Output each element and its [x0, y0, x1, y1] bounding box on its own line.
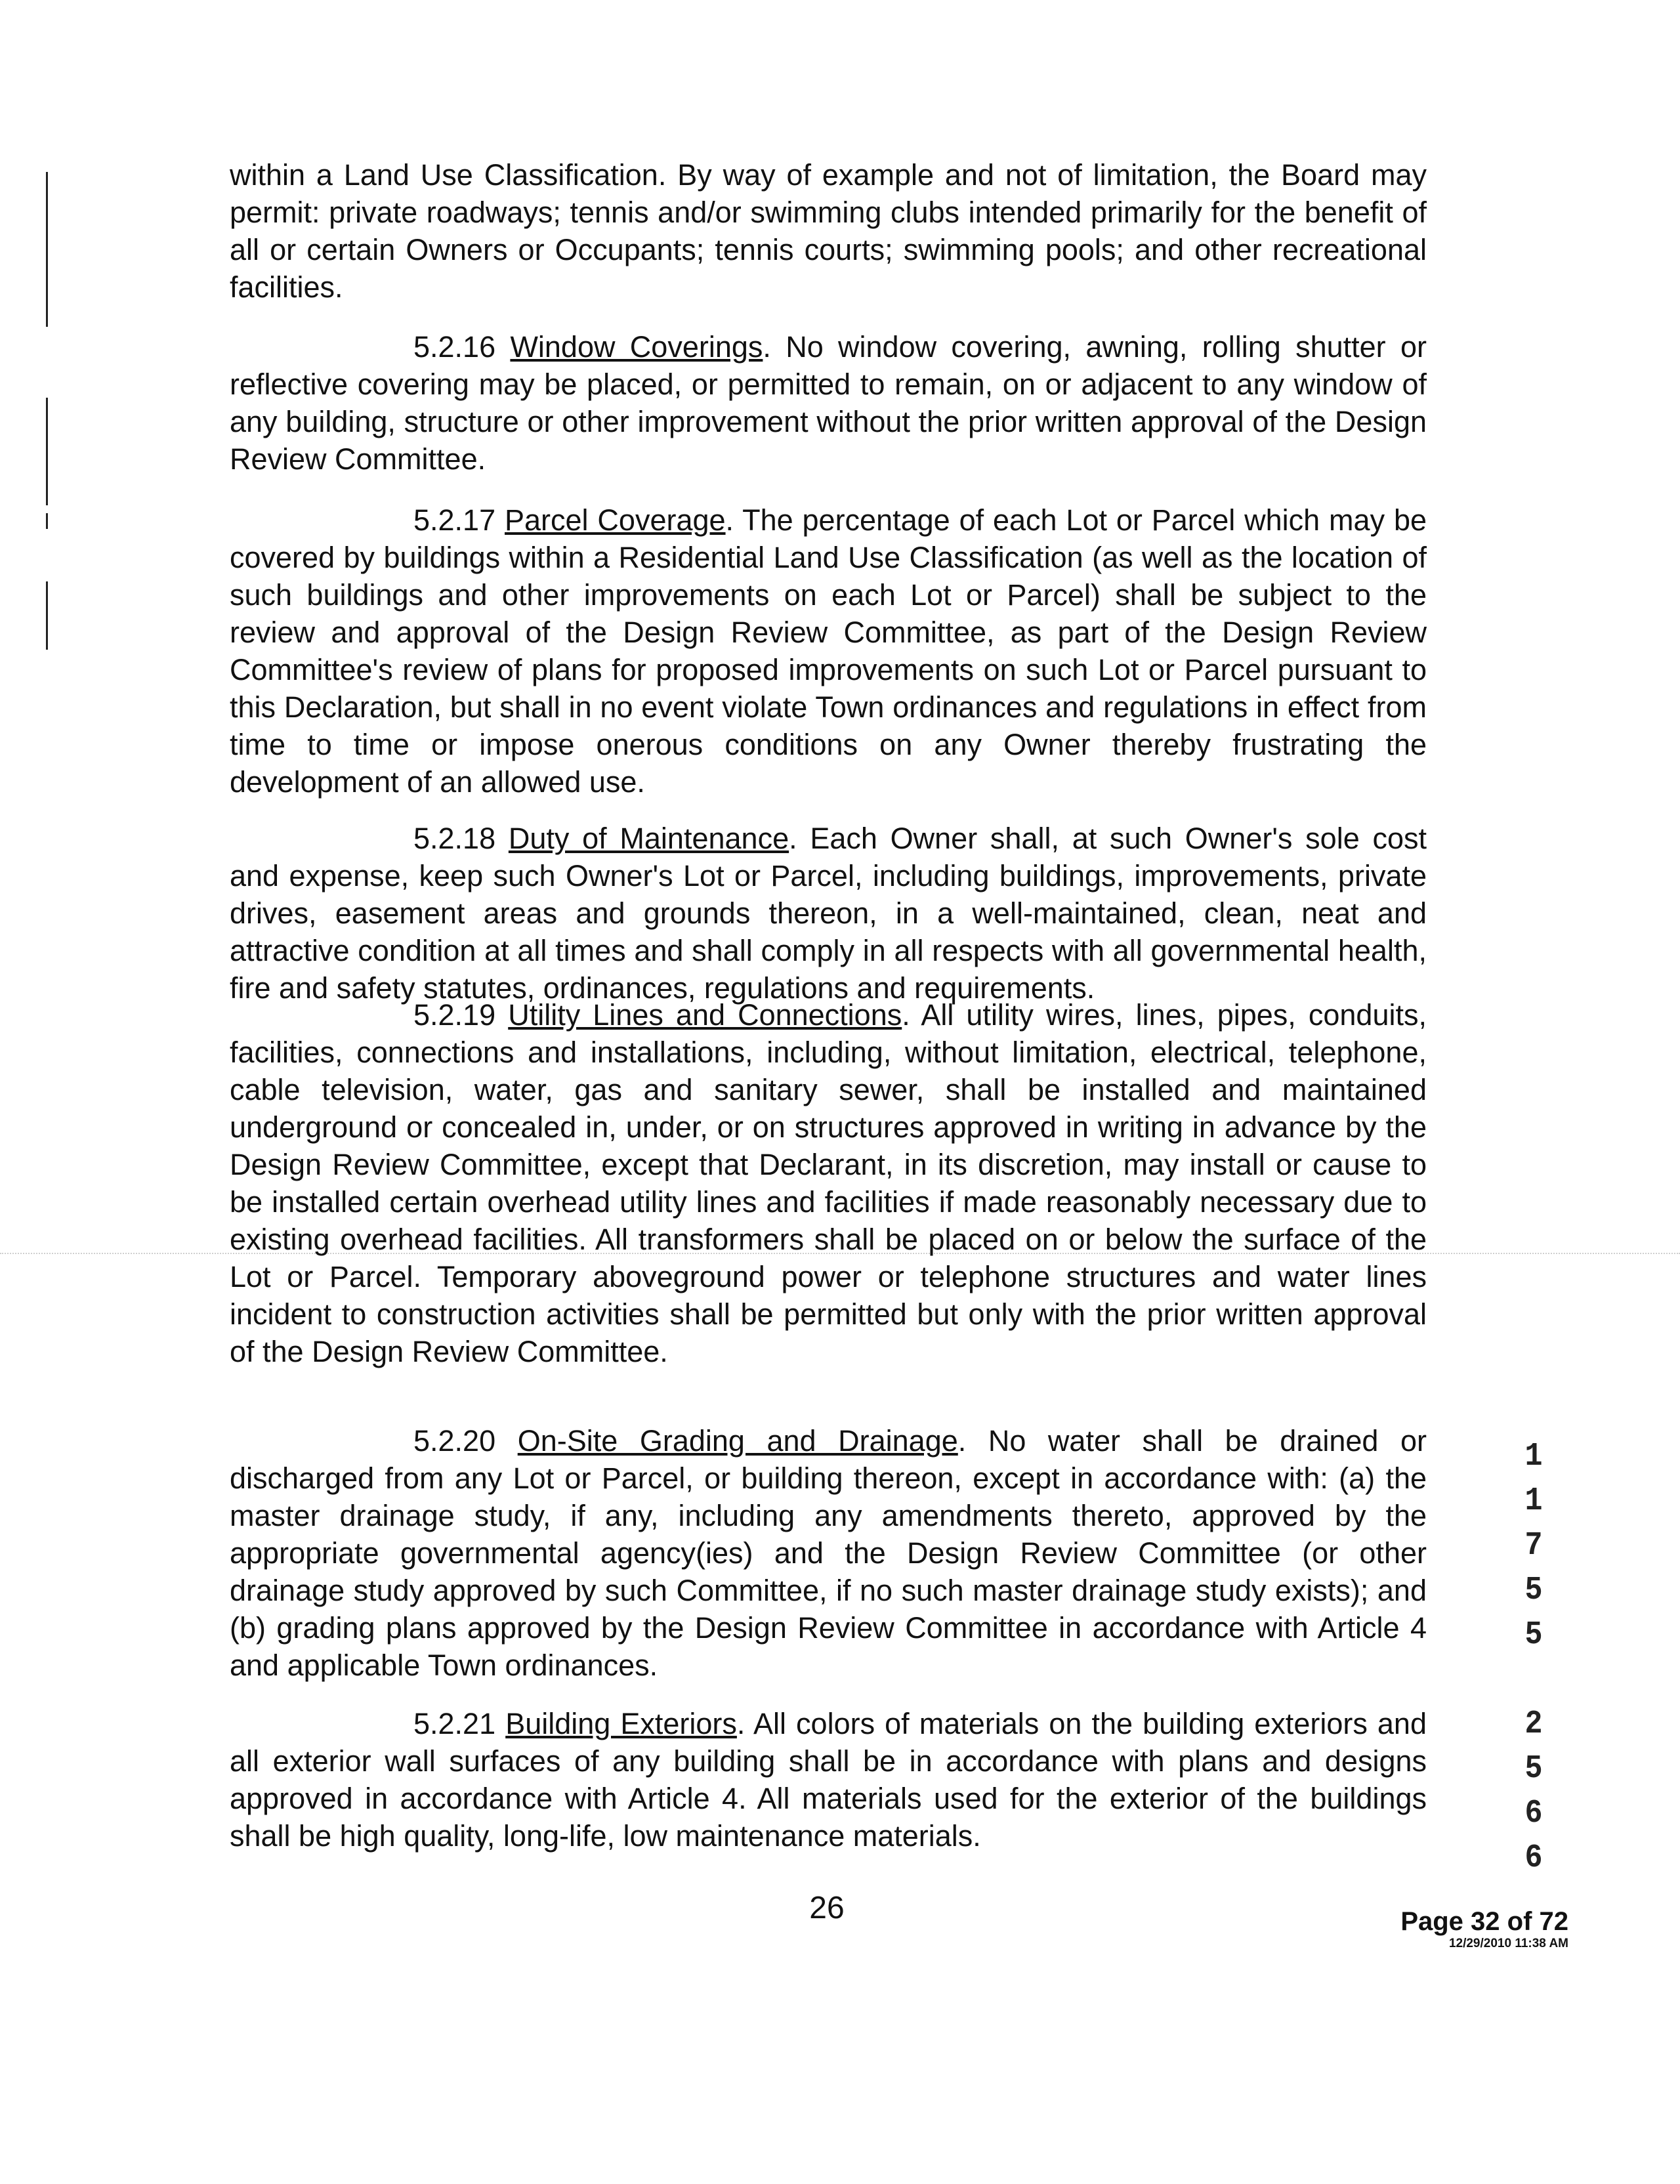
section-5-2-20 — [230, 1422, 1427, 1684]
revision-bar — [46, 581, 48, 650]
section-heading: Utility Lines and Connections — [508, 998, 902, 1032]
section-body: . All utility wires, lines, pipes, conduits, facilities, connections and installations, including, without limitation, electrical, telephone, cable television, water, gas and sanitary sewer, shall be installed and maintained underground or concealed in, under, or on structures approved in writing in advance by the Design Review Committee, except that Declarant, in its discretion, may install or cause to be installed certain overhead utility lines and facilities if made reasonably necessary due to existing overhead facilities. All transformers shall be placed on or below the surface of the Lot or Parcel. Temporary aboveground power or telephone structures and water lines incident to construction activities shall be permitted but only with the prior written approval of the Design Review Committee. — [230, 998, 1427, 1368]
section-body: . Each Owner shall, at such Owner's sole cost and expense, keep such Owner's Lot or Parcel, including buildings, improvements, private drives, easement areas and grounds thereon, in a well-maintained, clean, neat and attractive condition at all times and shall comply in all respects with all governmental health, fire and safety statutes, ordinances, regulations and requirements. — [230, 822, 1427, 1005]
page-stamp — [1372, 1906, 1568, 1951]
section-5-2-21 — [230, 1705, 1427, 1855]
section-5-2-17 — [230, 501, 1427, 801]
revision-bar — [46, 398, 48, 505]
section-5-2-16 — [230, 328, 1427, 478]
paragraph-text: within a Land Use Classification. By way of example and not of limitation, the Board may permit: private roadways; tennis and/or swimming clubs intended primarily for the benefit of all or certain Owners or Occupants; tennis courts; swimming pools; and other recreational facilities. — [230, 158, 1427, 304]
section-heading: Window Coverings — [510, 330, 763, 364]
revision-bar — [46, 513, 48, 529]
section-body: . No water shall be drained or discharged from any Lot or Parcel, or building thereon, except in accordance with: (a) the master drainage study, if any, including any amendments thereto, approved by the appropriate governmental agency(ies) and the Design Review Committee (or other drainage study approved by such Committee, if no such master drainage study exists); and (b) grading plans approved by the Design Review Committee in accordance with Article 4 and applicable Town ordinances. — [230, 1424, 1427, 1682]
section-number: 5.2.18 — [413, 822, 496, 855]
recording-number: 1 1 7 5 5 2 5 6 6 — [1524, 1438, 1543, 1877]
page-number: 26 — [809, 1891, 845, 1925]
section-number: 5.2.21 — [413, 1707, 496, 1740]
section-5-2-19 — [230, 996, 1427, 1370]
section-body: . All colors of materials on the building exteriors and all exterior wall surfaces of any building shall be in accordance with plans and designs approved in accordance with Article 4. All materials used for the exterior of the buildings shall be high quality, long-life, low maintenance materials. — [230, 1707, 1427, 1853]
section-heading: Building Exteriors — [505, 1707, 737, 1740]
section-heading: Parcel Coverage — [505, 503, 726, 537]
paragraph-continuation — [230, 156, 1427, 306]
page-count: Page 32 of 72 — [1400, 1907, 1568, 1936]
section-5-2-18 — [230, 820, 1427, 1007]
timestamp: 12/29/2010 11:38 AM — [1448, 1937, 1568, 1950]
section-number: 5.2.16 — [413, 330, 496, 364]
revision-bar — [46, 172, 48, 327]
section-heading: Duty of Maintenance — [508, 822, 789, 855]
section-body: . The percentage of each Lot or Parcel which may be covered by buildings within a Residential Land Use Classification (as well as the location of such buildings and other improvements on each Lot or Parcel) shall be subject to the review and approval of the Design Review Committee, as part of the Design Review Committee's review of plans for proposed improvements on such Lot or Parcel pursuant to this Declaration, but shall in no event violate Town ordinances and regulations in effect from time to time or impose onerous conditions on any Owner thereby frustrating the development of an allowed use. — [230, 503, 1427, 799]
section-number: 5.2.17 — [413, 503, 496, 537]
section-body: . No window covering, awning, rolling shutter or reflective covering may be placed, or permitted to remain, on or adjacent to any window of any building, structure or other improvement without the prior written approval of the Design Review Committee. — [230, 330, 1427, 476]
section-number: 5.2.19 — [413, 998, 496, 1032]
section-number: 5.2.20 — [413, 1424, 496, 1458]
section-heading: On-Site Grading and Drainage — [517, 1424, 958, 1458]
